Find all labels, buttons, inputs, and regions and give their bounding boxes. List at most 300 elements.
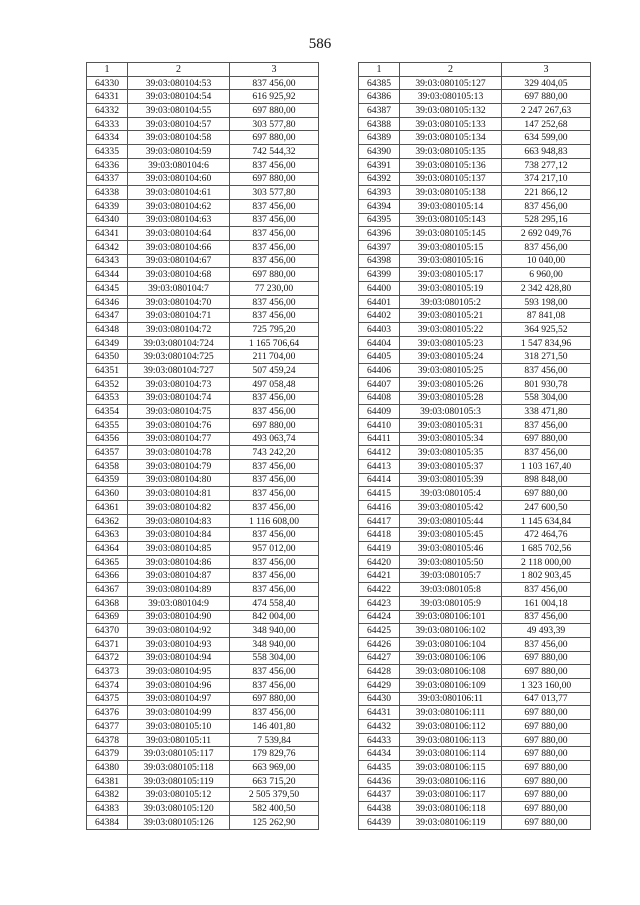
value-cell: 221 866,12 (502, 186, 591, 200)
table-row (359, 788, 591, 802)
table-row (359, 432, 591, 446)
cadastral-number-cell: 39:03:080105:15 (400, 240, 502, 254)
cadastral-number-cell: 39:03:080104:63 (128, 213, 230, 227)
row-number-cell: 64385 (359, 76, 400, 90)
row-number-cell: 64418 (359, 528, 400, 542)
table-row (87, 542, 319, 556)
cadastral-number-cell: 39:03:080105:39 (400, 473, 502, 487)
cadastral-number-cell: 39:03:080105:4 (400, 487, 502, 501)
table-row (87, 131, 319, 145)
row-number-cell: 64331 (87, 90, 128, 104)
row-number-cell: 64360 (87, 487, 128, 501)
row-number-cell: 64390 (359, 145, 400, 159)
row-number-cell: 64389 (359, 131, 400, 145)
cadastral-number-cell: 39:03:080104:67 (128, 254, 230, 268)
table-row (359, 720, 591, 734)
value-cell: 697 880,00 (502, 788, 591, 802)
table-row (359, 583, 591, 597)
cadastral-number-cell: 39:03:080105:119 (128, 774, 230, 788)
row-number-cell: 64391 (359, 158, 400, 172)
cadastral-number-cell: 39:03:080105:136 (400, 158, 502, 172)
value-cell: 837 456,00 (502, 637, 591, 651)
row-number-cell: 64437 (359, 788, 400, 802)
value-cell: 697 880,00 (502, 815, 591, 829)
row-number-cell: 64381 (87, 774, 128, 788)
column-header: 2 (128, 63, 230, 77)
value-cell: 329 404,05 (502, 76, 591, 90)
table-row (87, 240, 319, 254)
row-number-cell: 64421 (359, 569, 400, 583)
table-row (87, 706, 319, 720)
value-cell: 837 456,00 (230, 487, 319, 501)
value-cell: 364 925,52 (502, 323, 591, 337)
cadastral-number-cell: 39:03:080104:72 (128, 323, 230, 337)
table-header-row (87, 63, 319, 77)
table-row (87, 254, 319, 268)
cadastral-number-cell: 39:03:080104:84 (128, 528, 230, 542)
cadastral-number-cell: 39:03:080104:61 (128, 186, 230, 200)
value-cell: 474 558,40 (230, 596, 319, 610)
row-number-cell: 64384 (87, 815, 128, 829)
value-cell: 837 456,00 (230, 295, 319, 309)
value-cell: 318 271,50 (502, 350, 591, 364)
register-table-right (358, 62, 591, 830)
table-row (87, 336, 319, 350)
value-cell: 837 456,00 (230, 583, 319, 597)
cadastral-number-cell: 39:03:080104:90 (128, 610, 230, 624)
cadastral-number-cell: 39:03:080105:138 (400, 186, 502, 200)
table-row (87, 569, 319, 583)
table-row (87, 282, 319, 296)
row-number-cell: 64349 (87, 336, 128, 350)
table-row (359, 555, 591, 569)
cadastral-number-cell: 39:03:080106:116 (400, 774, 502, 788)
table-row (87, 555, 319, 569)
cadastral-number-cell: 39:03:080105:127 (400, 76, 502, 90)
cadastral-number-cell: 39:03:080104:99 (128, 706, 230, 720)
value-cell: 697 880,00 (230, 104, 319, 118)
value-cell: 837 456,00 (230, 459, 319, 473)
cadastral-number-cell: 39:03:080105:21 (400, 309, 502, 323)
cadastral-number-cell: 39:03:080104:66 (128, 240, 230, 254)
row-number-cell: 64414 (359, 473, 400, 487)
table-row (87, 227, 319, 241)
table-row (359, 158, 591, 172)
row-number-cell: 64436 (359, 774, 400, 788)
cadastral-number-cell: 39:03:080105:11 (128, 733, 230, 747)
table-row (359, 350, 591, 364)
table-row (87, 610, 319, 624)
value-cell: 898 848,00 (502, 473, 591, 487)
row-number-cell: 64387 (359, 104, 400, 118)
value-cell: 1 145 634,84 (502, 514, 591, 528)
cadastral-number-cell: 39:03:080105:13 (400, 90, 502, 104)
table-row (87, 459, 319, 473)
cadastral-number-cell: 39:03:080104:81 (128, 487, 230, 501)
cadastral-number-cell: 39:03:080105:134 (400, 131, 502, 145)
cadastral-number-cell: 39:03:080104:76 (128, 418, 230, 432)
cadastral-number-cell: 39:03:080105:2 (400, 295, 502, 309)
row-number-cell: 64410 (359, 418, 400, 432)
table-row (87, 377, 319, 391)
value-cell: 738 277,12 (502, 158, 591, 172)
row-number-cell: 64404 (359, 336, 400, 350)
cadastral-number-cell: 39:03:080106:118 (400, 802, 502, 816)
cadastral-number-cell: 39:03:080104:64 (128, 227, 230, 241)
cadastral-number-cell: 39:03:080104:79 (128, 459, 230, 473)
cadastral-number-cell: 39:03:080104:54 (128, 90, 230, 104)
cadastral-number-cell: 39:03:080104:82 (128, 501, 230, 515)
table-row (359, 692, 591, 706)
value-cell: 837 456,00 (230, 528, 319, 542)
row-number-cell: 64417 (359, 514, 400, 528)
table-row (87, 309, 319, 323)
value-cell: 837 456,00 (502, 446, 591, 460)
table-row (87, 446, 319, 460)
value-cell: 87 841,08 (502, 309, 591, 323)
value-cell: 837 456,00 (230, 569, 319, 583)
table-row (359, 542, 591, 556)
table-row (87, 172, 319, 186)
row-number-cell: 64376 (87, 706, 128, 720)
value-cell: 697 880,00 (230, 172, 319, 186)
table-row (359, 227, 591, 241)
table-row (359, 268, 591, 282)
row-number-cell: 64392 (359, 172, 400, 186)
cadastral-number-cell: 39:03:080105:24 (400, 350, 502, 364)
row-number-cell: 64425 (359, 624, 400, 638)
value-cell: 837 456,00 (502, 583, 591, 597)
value-cell: 697 880,00 (230, 131, 319, 145)
table-row (359, 254, 591, 268)
table-row (359, 104, 591, 118)
value-cell: 161 004,18 (502, 596, 591, 610)
cadastral-number-cell: 39:03:080104:62 (128, 199, 230, 213)
value-cell: 1 802 903,45 (502, 569, 591, 583)
register-table-left (86, 62, 319, 830)
cadastral-number-cell: 39:03:080105:145 (400, 227, 502, 241)
cadastral-number-cell: 39:03:080106:117 (400, 788, 502, 802)
row-number-cell: 64364 (87, 542, 128, 556)
cadastral-number-cell: 39:03:080106:102 (400, 624, 502, 638)
table-row (87, 501, 319, 515)
row-number-cell: 64402 (359, 309, 400, 323)
value-cell: 957 012,00 (230, 542, 319, 556)
cadastral-number-cell: 39:03:080106:111 (400, 706, 502, 720)
table-row (359, 637, 591, 651)
value-cell: 2 505 379,50 (230, 788, 319, 802)
row-number-cell: 64352 (87, 377, 128, 391)
row-number-cell: 64379 (87, 747, 128, 761)
value-cell: 2 118 000,00 (502, 555, 591, 569)
value-cell: 10 040,00 (502, 254, 591, 268)
cadastral-number-cell: 39:03:080105:14 (400, 199, 502, 213)
value-cell: 338 471,80 (502, 405, 591, 419)
cadastral-number-cell: 39:03:080104:60 (128, 172, 230, 186)
row-number-cell: 64330 (87, 76, 128, 90)
value-cell: 837 456,00 (230, 473, 319, 487)
value-cell: 2 247 267,63 (502, 104, 591, 118)
column-header: 2 (400, 63, 502, 77)
table-row (359, 514, 591, 528)
cadastral-number-cell: 39:03:080104:725 (128, 350, 230, 364)
table-row (359, 418, 591, 432)
row-number-cell: 64396 (359, 227, 400, 241)
table-row (359, 76, 591, 90)
value-cell: 837 456,00 (502, 199, 591, 213)
table-row (87, 364, 319, 378)
table-row (359, 405, 591, 419)
row-number-cell: 64416 (359, 501, 400, 515)
row-number-cell: 64350 (87, 350, 128, 364)
value-cell: 146 401,80 (230, 720, 319, 734)
table-row (359, 282, 591, 296)
cadastral-number-cell: 39:03:080105:3 (400, 405, 502, 419)
row-number-cell: 64358 (87, 459, 128, 473)
row-number-cell: 64439 (359, 815, 400, 829)
value-cell: 7 539,84 (230, 733, 319, 747)
value-cell: 6 960,00 (502, 268, 591, 282)
value-cell: 837 456,00 (502, 364, 591, 378)
column-header: 1 (359, 63, 400, 77)
cadastral-number-cell: 39:03:080104:9 (128, 596, 230, 610)
cadastral-number-cell: 39:03:080105:31 (400, 418, 502, 432)
cadastral-number-cell: 39:03:080105:19 (400, 282, 502, 296)
table-row (87, 323, 319, 337)
row-number-cell: 64348 (87, 323, 128, 337)
row-number-cell: 64344 (87, 268, 128, 282)
row-number-cell: 64354 (87, 405, 128, 419)
cadastral-number-cell: 39:03:080104:59 (128, 145, 230, 159)
cadastral-number-cell: 39:03:080105:137 (400, 172, 502, 186)
table-row (359, 213, 591, 227)
table-row (87, 295, 319, 309)
row-number-cell: 64335 (87, 145, 128, 159)
row-number-cell: 64339 (87, 199, 128, 213)
row-number-cell: 64368 (87, 596, 128, 610)
table-row (87, 788, 319, 802)
value-cell: 49 493,39 (502, 624, 591, 638)
table-row (359, 665, 591, 679)
value-cell: 801 930,78 (502, 377, 591, 391)
value-cell: 837 456,00 (230, 501, 319, 515)
table-row (359, 90, 591, 104)
value-cell: 634 599,00 (502, 131, 591, 145)
value-cell: 742 544,32 (230, 145, 319, 159)
row-number-cell: 64336 (87, 158, 128, 172)
column-header: 3 (502, 63, 591, 77)
row-number-cell: 64428 (359, 665, 400, 679)
cadastral-number-cell: 39:03:080105:46 (400, 542, 502, 556)
table-row (87, 637, 319, 651)
cadastral-number-cell: 39:03:080105:35 (400, 446, 502, 460)
cadastral-number-cell: 39:03:080105:9 (400, 596, 502, 610)
row-number-cell: 64371 (87, 637, 128, 651)
table-row (359, 131, 591, 145)
value-cell: 837 456,00 (230, 391, 319, 405)
value-cell: 374 217,10 (502, 172, 591, 186)
table-row (87, 596, 319, 610)
cadastral-number-cell: 39:03:080105:133 (400, 117, 502, 131)
value-cell: 697 880,00 (502, 747, 591, 761)
table-row (359, 733, 591, 747)
value-cell: 697 880,00 (502, 720, 591, 734)
row-number-cell: 64424 (359, 610, 400, 624)
row-number-cell: 64347 (87, 309, 128, 323)
table-row (359, 446, 591, 460)
table-row (359, 569, 591, 583)
table-row (87, 487, 319, 501)
value-cell: 697 880,00 (502, 90, 591, 104)
value-cell: 348 940,00 (230, 637, 319, 651)
row-number-cell: 64397 (359, 240, 400, 254)
cadastral-number-cell: 39:03:080105:34 (400, 432, 502, 446)
row-number-cell: 64343 (87, 254, 128, 268)
cadastral-number-cell: 39:03:080106:113 (400, 733, 502, 747)
table-row (87, 528, 319, 542)
row-number-cell: 64409 (359, 405, 400, 419)
table-row (87, 268, 319, 282)
value-cell: 697 880,00 (502, 706, 591, 720)
value-cell: 837 456,00 (502, 610, 591, 624)
row-number-cell: 64333 (87, 117, 128, 131)
table-row (359, 391, 591, 405)
value-cell: 582 400,50 (230, 802, 319, 816)
page-number: 586 (308, 36, 332, 52)
cadastral-number-cell: 39:03:080105:42 (400, 501, 502, 515)
table-row (359, 336, 591, 350)
table-row (87, 186, 319, 200)
value-cell: 1 685 702,56 (502, 542, 591, 556)
value-cell: 837 456,00 (230, 405, 319, 419)
table-row (359, 815, 591, 829)
value-cell: 697 880,00 (502, 665, 591, 679)
table-row (87, 802, 319, 816)
cadastral-number-cell: 39:03:080105:50 (400, 555, 502, 569)
value-cell: 348 940,00 (230, 624, 319, 638)
row-number-cell: 64420 (359, 555, 400, 569)
value-cell: 77 230,00 (230, 282, 319, 296)
row-number-cell: 64375 (87, 692, 128, 706)
row-number-cell: 64422 (359, 583, 400, 597)
table-row (359, 596, 591, 610)
value-cell: 842 004,00 (230, 610, 319, 624)
value-cell: 837 456,00 (230, 199, 319, 213)
row-number-cell: 64365 (87, 555, 128, 569)
cadastral-number-cell: 39:03:080104:86 (128, 555, 230, 569)
table-row (359, 706, 591, 720)
row-number-cell: 64373 (87, 665, 128, 679)
cadastral-number-cell: 39:03:080104:71 (128, 309, 230, 323)
cadastral-number-cell: 39:03:080105:8 (400, 583, 502, 597)
table-row (359, 186, 591, 200)
row-number-cell: 64411 (359, 432, 400, 446)
row-number-cell: 64367 (87, 583, 128, 597)
table-row (359, 501, 591, 515)
value-cell: 507 459,24 (230, 364, 319, 378)
value-cell: 837 456,00 (230, 213, 319, 227)
row-number-cell: 64362 (87, 514, 128, 528)
row-number-cell: 64412 (359, 446, 400, 460)
value-cell: 837 456,00 (230, 227, 319, 241)
table-row (359, 295, 591, 309)
row-number-cell: 64346 (87, 295, 128, 309)
value-cell: 1 116 608,00 (230, 514, 319, 528)
cadastral-number-cell: 39:03:080104:87 (128, 569, 230, 583)
value-cell: 1 547 834,96 (502, 336, 591, 350)
row-number-cell: 64382 (87, 788, 128, 802)
row-number-cell: 64380 (87, 761, 128, 775)
value-cell: 663 948,83 (502, 145, 591, 159)
value-cell: 593 198,00 (502, 295, 591, 309)
table-row (87, 76, 319, 90)
value-cell: 697 880,00 (502, 733, 591, 747)
table-row (87, 692, 319, 706)
value-cell: 697 880,00 (230, 418, 319, 432)
row-number-cell: 64401 (359, 295, 400, 309)
row-number-cell: 64400 (359, 282, 400, 296)
cadastral-number-cell: 39:03:080104:724 (128, 336, 230, 350)
value-cell: 1 323 160,00 (502, 678, 591, 692)
row-number-cell: 64340 (87, 213, 128, 227)
table-row (359, 459, 591, 473)
value-cell: 2 692 049,76 (502, 227, 591, 241)
row-number-cell: 64415 (359, 487, 400, 501)
row-number-cell: 64431 (359, 706, 400, 720)
row-number-cell: 64405 (359, 350, 400, 364)
cadastral-number-cell: 39:03:080104:7 (128, 282, 230, 296)
cadastral-number-cell: 39:03:080105:12 (128, 788, 230, 802)
value-cell: 837 456,00 (502, 240, 591, 254)
table-row (359, 487, 591, 501)
value-cell: 558 304,00 (230, 651, 319, 665)
value-cell: 1 165 706,64 (230, 336, 319, 350)
row-number-cell: 64345 (87, 282, 128, 296)
cadastral-number-cell: 39:03:080104:93 (128, 637, 230, 651)
row-number-cell: 64426 (359, 637, 400, 651)
value-cell: 647 013,77 (502, 692, 591, 706)
table-row (87, 405, 319, 419)
cadastral-number-cell: 39:03:080104:57 (128, 117, 230, 131)
cadastral-number-cell: 39:03:080104:58 (128, 131, 230, 145)
table-row (87, 733, 319, 747)
table-row (87, 720, 319, 734)
table-row (359, 747, 591, 761)
cadastral-number-cell: 39:03:080104:95 (128, 665, 230, 679)
cadastral-number-cell: 39:03:080104:73 (128, 377, 230, 391)
table-row (359, 651, 591, 665)
table-row (359, 528, 591, 542)
row-number-cell: 64338 (87, 186, 128, 200)
cadastral-number-cell: 39:03:080105:22 (400, 323, 502, 337)
row-number-cell: 64399 (359, 268, 400, 282)
table-row (87, 199, 319, 213)
value-cell: 697 880,00 (230, 268, 319, 282)
cadastral-number-cell: 39:03:080104:727 (128, 364, 230, 378)
table-row (359, 761, 591, 775)
row-number-cell: 64353 (87, 391, 128, 405)
cadastral-number-cell: 39:03:080105:118 (128, 761, 230, 775)
value-cell: 528 295,16 (502, 213, 591, 227)
row-number-cell: 64388 (359, 117, 400, 131)
cadastral-number-cell: 39:03:080105:10 (128, 720, 230, 734)
table-row (359, 172, 591, 186)
table-row (87, 432, 319, 446)
cadastral-number-cell: 39:03:080105:28 (400, 391, 502, 405)
row-number-cell: 64383 (87, 802, 128, 816)
row-number-cell: 64342 (87, 240, 128, 254)
value-cell: 837 456,00 (230, 254, 319, 268)
